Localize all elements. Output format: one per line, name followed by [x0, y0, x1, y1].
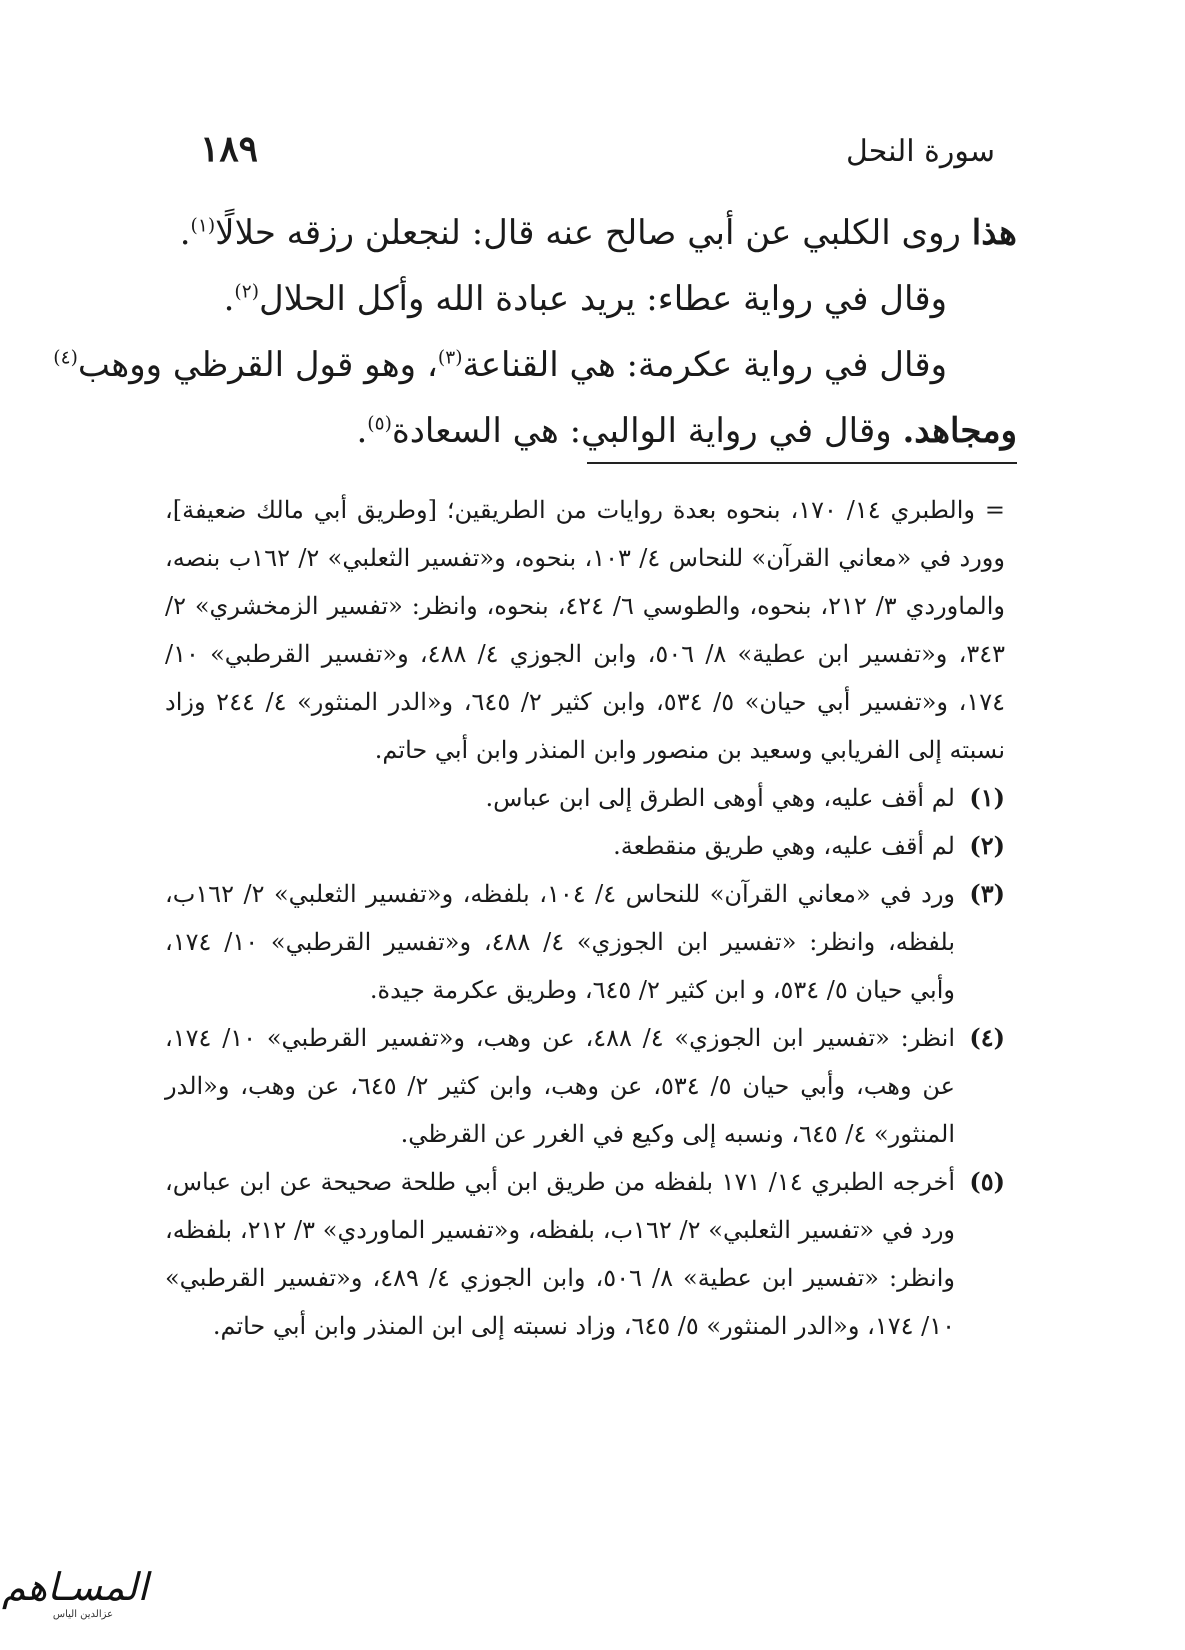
line-lead-word: ومجاهد. — [902, 411, 1017, 451]
running-head — [200, 128, 995, 178]
footnote-text: أخرجه الطبري ١٤/ ١٧١ بلفظه من طريق ابن أبي طلحة صحيحة عن ابن عباس، ورد في «تفسير الثعلبي» ٢/ ١٦٢ب، بلفظه، و«تفسير الماوردي» ٣/ ٢١٢، بلفظه، وانظر: «تفسير ابن عطية» ٨/ ٥٠٦، وابن الجوزي ٤/ ٤٨٩، و«تفسير القرطبي» ١٠/ ١٧٤، و«الدر المنثور» ٥/ ٦٤٥، وزاد نسبته إلى ابن المنذر وابن أبي حاتم. — [165, 1168, 956, 1340]
page-number: ١٨٩ — [200, 128, 259, 170]
footnote-item — [165, 1014, 1005, 1158]
line-end: . — [356, 411, 368, 451]
watermark-logo — [1, 1565, 148, 1635]
footnote-ref-3[interactable]: (٣) — [437, 347, 463, 369]
footnote-item — [165, 774, 1005, 822]
footnote-ref-5[interactable]: (٥) — [367, 413, 392, 435]
footnote-ref-4[interactable]: (٤) — [53, 347, 78, 369]
footnote-text: انظر: «تفسير ابن الجوزي» ٤/ ٤٨٨، عن وهب، و«تفسير القرطبي» ١٠/ ١٧٤، عن وهب، وأبي حيان ٥/ ٥٣٤، عن وهب، وابن كثير ٢/ ٦٤٥، عن وهب، و«الدر المنثور» ٤/ ٦٤٥، ونسبه إلى وكيع في الغرر عن القرظي. — [165, 1024, 955, 1148]
footnote-item — [165, 822, 1005, 870]
footnote-number: (١) — [969, 783, 1005, 812]
footnote-number: (٣) — [969, 879, 1005, 908]
footnote-number: (٤) — [969, 1023, 1005, 1052]
footnote-ref-2[interactable]: (٢) — [234, 281, 260, 303]
main-line-2 — [157, 266, 1017, 332]
line-end: . — [223, 279, 235, 319]
watermark-logo-subtext: عزالدين الياس — [52, 1609, 114, 1620]
footnote-ref-1[interactable]: (١) — [190, 215, 216, 237]
line-text: روى الكلبي عن أبي صالح عنه قال: لنجعلن رزقه حلالًا — [215, 213, 972, 253]
footnote-text: لم أقف عليه، وهي أوهى الطرق إلى ابن عباس. — [485, 784, 955, 812]
footnote-continuation: = والطبري ١٤/ ١٧٠، بنحوه بعدة روايات من الطريقين؛ [وطريق أبي مالك ضعيفة]، وورد في «معاني القرآن» للنحاس ٤/ ١٠٣، بنحوه، و«تفسير الثعلبي» ٢/ ١٦٢ب بنصه، والماوردي ٣/ ٢١٢، بنحوه، والطوسي ٦/ ٤٢٤، بنحوه، وانظر: «تفسير الزمخشري» ٢/ ٣٤٣، و«تفسير ابن عطية» ٨/ ٥٠٦، وابن الجوزي ٤/ ٤٨٨، و«تفسير القرطبي» ١٠/ ١٧٤، و«تفسير أبي حيان» ٥/ ٥٣٤، وابن كثير ٢/ ٦٤٥، و«الدر المنثور» ٤/ ٢٤٤ وزاد نسبته إلى الفريابي وسعيد بن منصور وابن المنذر وابن أبي حاتم. — [165, 496, 1006, 764]
line-text: ، وهو قول القرظي ووهب — [77, 345, 438, 385]
running-title: سورة النحل — [846, 134, 995, 169]
footnote-item — [165, 1158, 1005, 1350]
main-line-1 — [157, 200, 1017, 266]
footnote-number: (٥) — [969, 1167, 1005, 1196]
footnotes — [165, 486, 1005, 1350]
line-end: . — [179, 213, 191, 253]
footnote-separator — [587, 462, 1017, 464]
line-text: وقال في رواية عكرمة: هي القناعة — [462, 345, 947, 385]
line-text: وقال في رواية عطاء: يريد عبادة الله وأكل الحلال — [259, 279, 947, 319]
main-line-4 — [157, 398, 1017, 464]
footnote-text: ورد في «معاني القرآن» للنحاس ٤/ ١٠٤، بلفظه، و«تفسير الثعلبي» ٢/ ١٦٢ب، بلفظه، وانظر: «تفسير ابن الجوزي» ٤/ ٤٨٨، و«تفسير القرطبي» ١٠/ ١٧٤، وأبي حيان ٥/ ٥٣٤، و ابن كثير ٢/ ٦٤٥، وطريق عكرمة جيدة. — [165, 880, 956, 1004]
main-line-3 — [53, 332, 1017, 398]
watermark-logo-text: المسـاهم — [1, 1565, 148, 1609]
line-text: وقال في رواية الوالبي: هي السعادة — [391, 411, 903, 451]
line-lead-word: هذا — [971, 213, 1017, 253]
footnote-text: لم أقف عليه، وهي طريق منقطعة. — [613, 832, 955, 860]
main-text — [53, 200, 1017, 464]
footnote-item — [165, 870, 1005, 1014]
footnote-number: (٢) — [969, 831, 1005, 860]
